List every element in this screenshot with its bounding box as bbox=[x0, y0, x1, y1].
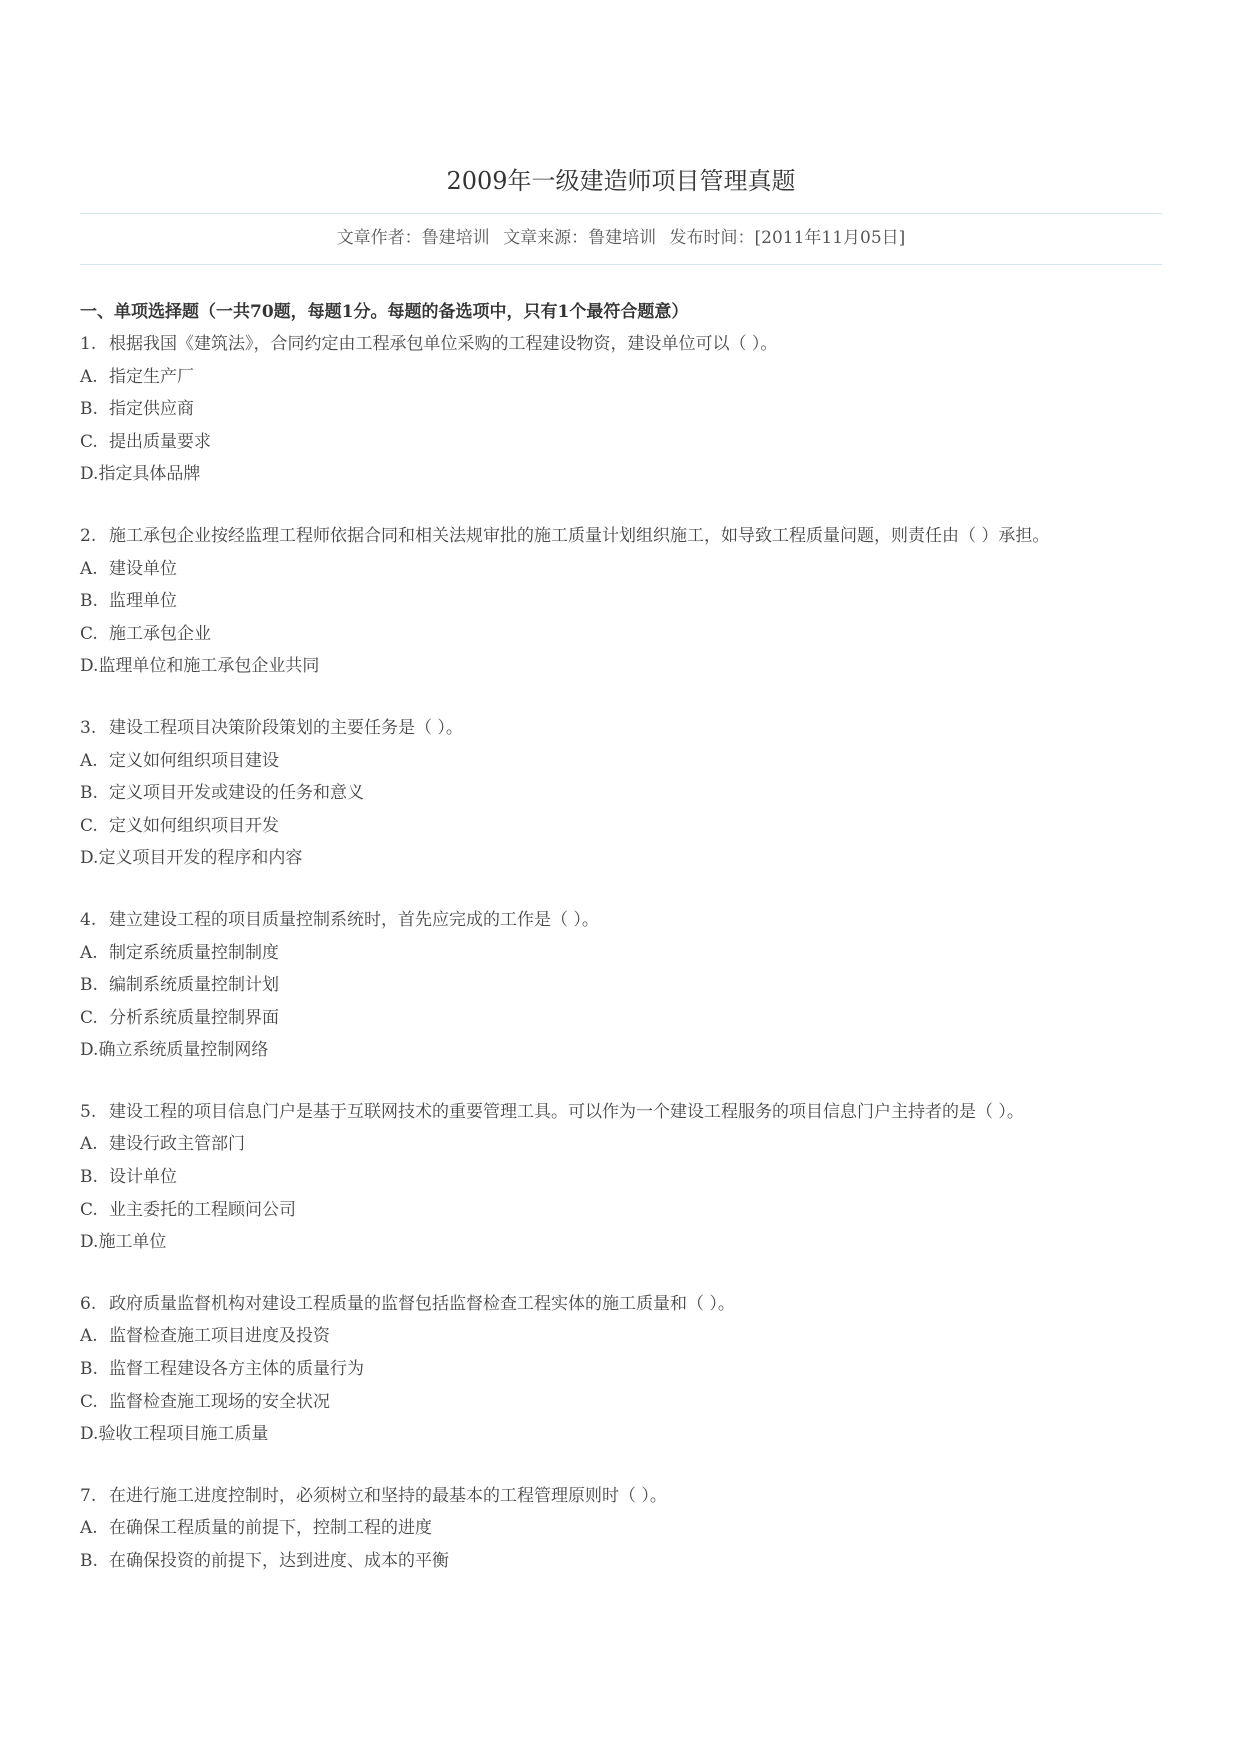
option-c bbox=[80, 1194, 1162, 1227]
option-text: 施工单位 bbox=[98, 1232, 167, 1253]
option-letter: D. bbox=[80, 1424, 99, 1445]
option-c bbox=[80, 1386, 1162, 1419]
author-label: 文章作者：鲁建培训 bbox=[336, 228, 490, 248]
option-a bbox=[80, 1512, 1162, 1545]
option-b bbox=[80, 1545, 1162, 1578]
question-text: 政府质量监督机构对建设工程质量的监督包括监督检查工程实体的施工质量和（ ）。 bbox=[109, 1293, 735, 1314]
option-letter: C. bbox=[80, 623, 98, 644]
question bbox=[80, 1288, 1162, 1451]
option-letter: D. bbox=[80, 464, 99, 485]
question-stem bbox=[80, 904, 1162, 937]
option-text: 在确保投资的前提下，达到进度、成本的平衡 bbox=[109, 1551, 449, 1571]
question-text: 建立建设工程的项目质量控制系统时，首先应完成的工作是（ ）。 bbox=[109, 909, 599, 930]
question-number: 5. bbox=[80, 1101, 97, 1122]
option-d bbox=[80, 1226, 1162, 1259]
question-stem bbox=[80, 520, 1162, 553]
option-d bbox=[80, 1034, 1162, 1067]
option-b bbox=[80, 1161, 1162, 1194]
option-text: 施工承包企业 bbox=[109, 623, 211, 644]
question-text: 建设工程的项目信息门户是基于互联网技术的重要管理工具。可以作为一个建设工程服务的项目信息门户主持者的是（ ）。 bbox=[109, 1101, 1024, 1122]
option-letter: C. bbox=[80, 1391, 98, 1412]
option-text: 指定具体品牌 bbox=[98, 464, 201, 485]
divider bbox=[80, 264, 1162, 265]
option-letter: A. bbox=[80, 1518, 98, 1539]
option-letter: B. bbox=[80, 1551, 98, 1571]
option-letter: D. bbox=[80, 1232, 99, 1253]
option-text: 编制系统质量控制计划 bbox=[109, 975, 279, 996]
question bbox=[80, 328, 1162, 491]
option-letter: A. bbox=[80, 366, 98, 387]
section-heading: 一、单项选择题（一共70题，每题1分。每题的备选项中，只有1个最符合题意） bbox=[80, 302, 689, 322]
question bbox=[80, 904, 1162, 1067]
option-c bbox=[80, 618, 1162, 651]
option-letter: D. bbox=[80, 656, 99, 677]
question bbox=[80, 1480, 1162, 1578]
option-a bbox=[80, 553, 1162, 586]
option-c bbox=[80, 810, 1162, 843]
option-text: 验收工程项目施工质量 bbox=[98, 1424, 269, 1445]
option-letter: B. bbox=[80, 591, 98, 612]
option-c bbox=[80, 1002, 1162, 1035]
article-body bbox=[80, 298, 1162, 1607]
option-b bbox=[80, 1353, 1162, 1386]
question bbox=[80, 712, 1162, 875]
option-text: 业主委托的工程顾问公司 bbox=[109, 1199, 296, 1220]
option-text: 监督检查施工现场的安全状况 bbox=[109, 1391, 330, 1412]
option-text: 在确保工程质量的前提下，控制工程的进度 bbox=[109, 1518, 432, 1539]
option-a bbox=[80, 937, 1162, 970]
option-a bbox=[80, 1128, 1162, 1161]
option-text: 定义如何组织项目建设 bbox=[109, 750, 279, 771]
option-letter: D. bbox=[80, 848, 99, 869]
option-text: 定义项目开发或建设的任务和意义 bbox=[109, 783, 364, 804]
option-b bbox=[80, 585, 1162, 618]
question-number: 7. bbox=[80, 1485, 97, 1506]
question-number: 3. bbox=[80, 717, 97, 738]
question-number: 4. bbox=[80, 909, 97, 930]
option-text: 指定供应商 bbox=[109, 399, 194, 420]
option-b bbox=[80, 777, 1162, 810]
question-stem bbox=[80, 1096, 1162, 1129]
option-letter: C. bbox=[80, 1007, 98, 1028]
question-text: 施工承包企业按经监理工程师依据合同和相关法规审批的施工质量计划组织施工，如导致工程质量问题，则责任由（ ）承担。 bbox=[109, 525, 1050, 546]
option-letter: A. bbox=[80, 942, 98, 963]
option-letter: B. bbox=[80, 399, 98, 420]
option-d bbox=[80, 1418, 1162, 1451]
option-d bbox=[80, 458, 1162, 491]
date-label: 发布时间：[2011年11月05日] bbox=[669, 228, 906, 248]
option-text: 监督工程建设各方主体的质量行为 bbox=[109, 1359, 364, 1380]
option-d bbox=[80, 650, 1162, 683]
option-b bbox=[80, 969, 1162, 1002]
question-number: 2. bbox=[80, 525, 97, 546]
option-text: 定义如何组织项目开发 bbox=[109, 815, 279, 836]
option-a bbox=[80, 361, 1162, 394]
question-stem bbox=[80, 328, 1162, 361]
question-text: 建设工程项目决策阶段策划的主要任务是（ ）。 bbox=[109, 717, 463, 738]
question-number: 1. bbox=[80, 334, 97, 354]
option-text: 提出质量要求 bbox=[109, 431, 211, 452]
option-letter: B. bbox=[80, 1167, 98, 1188]
option-letter: B. bbox=[80, 975, 98, 996]
option-d bbox=[80, 842, 1162, 875]
option-b bbox=[80, 393, 1162, 426]
option-text: 确立系统质量控制网络 bbox=[98, 1040, 269, 1061]
option-letter: C. bbox=[80, 1199, 98, 1220]
question-stem bbox=[80, 1288, 1162, 1321]
option-letter: A. bbox=[80, 558, 98, 579]
option-a bbox=[80, 745, 1162, 778]
option-letter: A. bbox=[80, 750, 98, 771]
option-letter: C. bbox=[80, 431, 98, 452]
option-text: 指定生产厂 bbox=[109, 366, 194, 387]
option-letter: A. bbox=[80, 1134, 98, 1155]
question-stem bbox=[80, 712, 1162, 745]
source-label: 文章来源：鲁建培训 bbox=[503, 228, 657, 248]
page-title: 2009年一级建造师项目管理真题 bbox=[446, 167, 796, 195]
option-text: 制定系统质量控制制度 bbox=[109, 942, 279, 963]
option-text: 监理单位和施工承包企业共同 bbox=[98, 656, 320, 677]
option-text: 定义项目开发的程序和内容 bbox=[98, 848, 303, 869]
question-text: 根据我国《建筑法》，合同约定由工程承包单位采购的工程建设物资，建设单位可以（ ）。 bbox=[109, 334, 778, 354]
option-text: 监理单位 bbox=[109, 591, 177, 612]
option-text: 建设行政主管部门 bbox=[109, 1134, 245, 1155]
option-text: 分析系统质量控制界面 bbox=[109, 1007, 279, 1028]
option-letter: D. bbox=[80, 1040, 99, 1061]
question bbox=[80, 520, 1162, 683]
option-letter: C. bbox=[80, 815, 98, 836]
question-number: 6. bbox=[80, 1293, 97, 1314]
option-a bbox=[80, 1320, 1162, 1353]
question-text: 在进行施工进度控制时，必须树立和坚持的最基本的工程管理原则时（ ）。 bbox=[109, 1485, 667, 1506]
article-meta bbox=[80, 224, 1162, 252]
question-stem bbox=[80, 1480, 1162, 1513]
question bbox=[80, 1096, 1162, 1259]
option-text: 监督检查施工项目进度及投资 bbox=[109, 1326, 330, 1347]
option-letter: B. bbox=[80, 1359, 98, 1380]
divider bbox=[80, 213, 1162, 214]
option-text: 建设单位 bbox=[109, 558, 177, 579]
option-c bbox=[80, 426, 1162, 459]
option-text: 设计单位 bbox=[109, 1167, 177, 1188]
option-letter: A. bbox=[80, 1326, 98, 1347]
option-letter: B. bbox=[80, 783, 98, 804]
